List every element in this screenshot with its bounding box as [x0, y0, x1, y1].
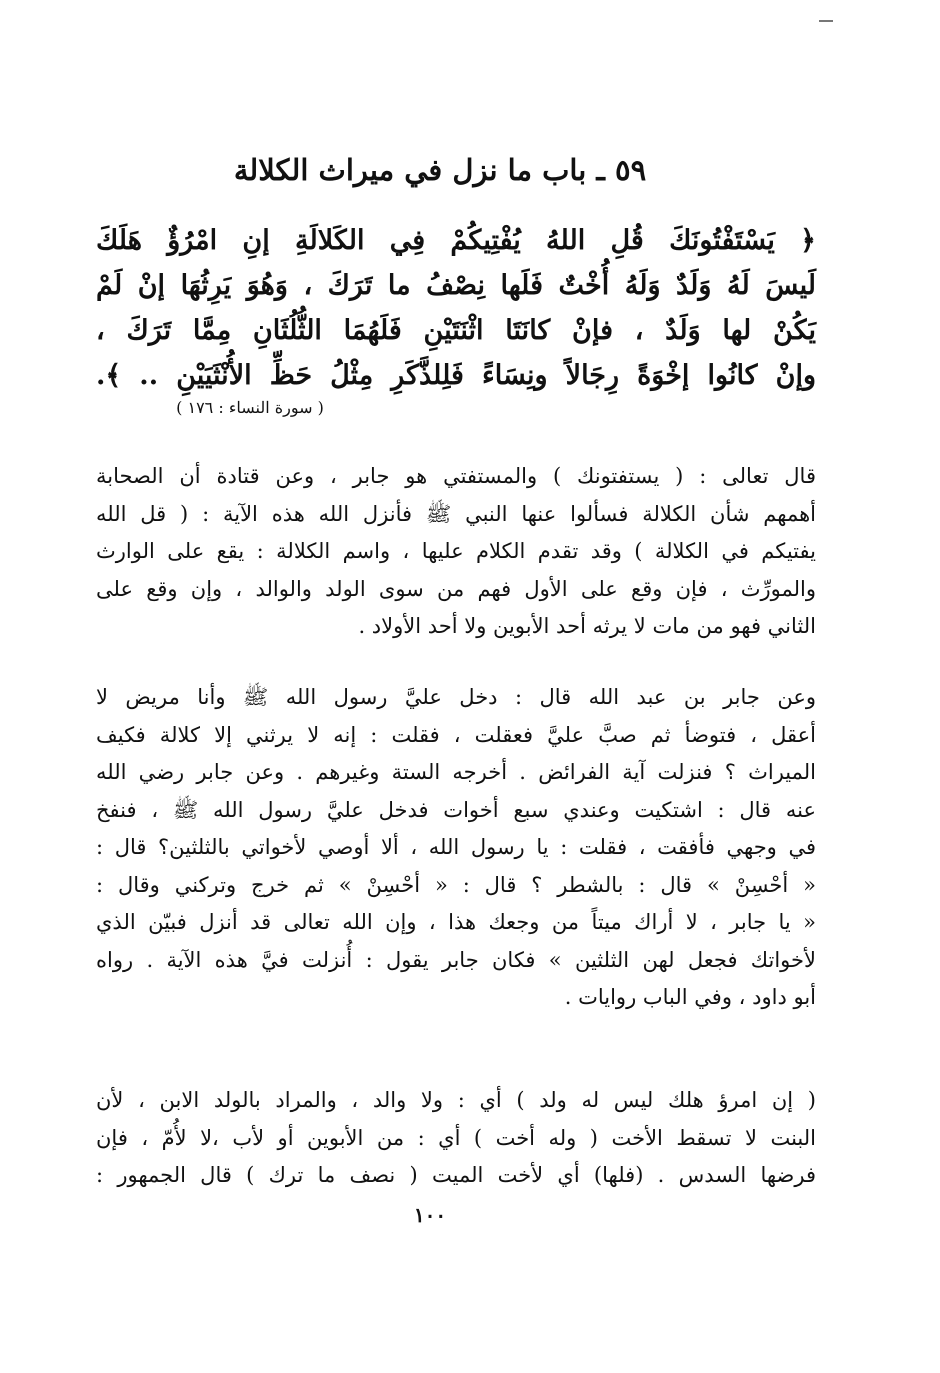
text-line: « أحْسِنْ » قال : بالشطر ؟ قال : « أحْسِنْ » ثم خرج وتركني وقال : [96, 872, 816, 897]
text-line: أبو داود ، وفي الباب روايات . [564, 985, 816, 1009]
verse-line: ﴿ يَسْتَفْتُونَكَ قُلِ اللهُ يُفْتِيكُمْ فِي الكَلالَةِ إنِ امْرُؤٌ هَلَكَ [96, 225, 816, 256]
text-line: « يا جابر ، لا أراك ميتاً من وجعك هذا ، وإن الله تعالى قد أنزل فبيّن الذي [96, 910, 816, 934]
text-line: والمورِّث ، فإن وقع على الأول فهم من سوى الولد والوالد ، وإن وقع على [96, 576, 816, 601]
text-line: أهمهم شأن الكلالة فسألوا عنها النبي ﷺ فأنزل الله هذه الآية : ( قل الله [96, 501, 816, 526]
text-line: أعقل ، فتوضأ ثم صبَّ عليَّ فعقلت ، فقلت : إنه لا يرثني إلا كلالة فكيف [96, 722, 816, 747]
chapter-heading: ٥٩ ـ باب ما نزل في ميراث الكلالة [233, 153, 647, 187]
text-line: عنه قال : اشتكيت وعندي سبع أخوات فدخل عليَّ رسول الله ﷺ ، فنفخ [96, 797, 816, 822]
text-line: البنت لا تسقط الأخت ( وله أخت ) أي : من الأبوين أو لأب ،لا لأُمّ ، فإن [96, 1125, 816, 1150]
verse-line: يَكُنْ لها وَلَدٌ ، فإنْ كانَتَا اثْنَتَيْنِ فَلَهُمَا الثُّلُثَانِ مِمَّا تَرَكَ ، [96, 315, 816, 346]
quran-verse [96, 218, 816, 398]
text-line: الثاني فهو من مات لا يرثه أحد الأبوين ولا أحد الأولاد . [358, 614, 816, 638]
text-line: وعن جابر بن عبد الله قال : دخل عليَّ رسول الله ﷺ وأنا مريض لا [96, 685, 816, 709]
text-line: لأخواتك فجعل لهن الثلثين » فكان جابر يقول : أُنزلت فيَّ هذه الآية . رواه [96, 947, 816, 972]
text-line: ( إن امرؤ هلك ليس له ولد ) أي : ولا والد ، والمراد بالولد الابن ، لأن [96, 1088, 816, 1112]
text-line: قال تعالى : ( يستفتونك ) والمستفتي هو جابر ، وعن قتادة أن الصحابة [96, 464, 816, 488]
paragraph-commentary [96, 458, 816, 646]
paragraph-hadith [96, 679, 816, 1017]
text-line: في وجهي فأفقت ، فقلت : يا رسول الله ، ألا أوصي لأخواتي بالثلثين؟ قال : [96, 835, 816, 859]
paragraph-explanation [96, 1082, 816, 1195]
text-line: فرضها السدس . (فلها) أي لأخت الميت ( نصف ما ترك ) قال الجمهور : [96, 1163, 816, 1187]
page-number: ١٠٠ [413, 1203, 447, 1227]
corner-mark [819, 20, 833, 22]
text-line: الميراث ؟ فنزلت آية الفرائض . أخرجه الستة وغيرهم . وعن جابر رضي الله [96, 760, 816, 784]
verse-line: وإنْ كانُوا إخْوَةً رِجَالاً ونِسَاءً فَلِلذَّكَرِ مِثْلُ حَظِّ الأُنْثَيَيْنِ .. ﴾. [96, 360, 816, 391]
verse-line: لَيسَ لَهُ وَلَدٌ وَلَهُ أُخْتٌ فَلَها نِصْفُ ما تَرَكَ ، وَهُوَ يَرِثُهَا إنْ لَمْ [96, 270, 816, 301]
verse-reference: ( سورة النساء : ١٧٦ ) [176, 398, 324, 417]
text-line: يفتيكم في الكلالة ) وقد تقدم الكلام عليها ، واسم الكلالة : يقع على الوارث [96, 539, 816, 563]
